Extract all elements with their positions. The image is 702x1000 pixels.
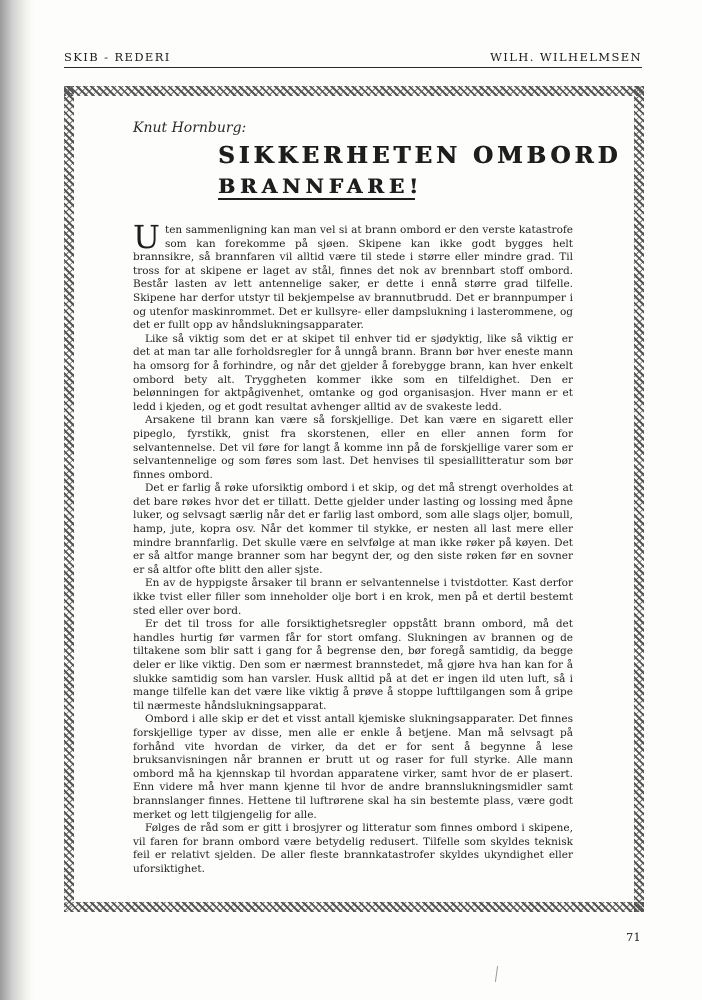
article-title: SIKKERHETEN OMBORD xyxy=(218,142,622,169)
paragraph: Det er farlig å røke uforsiktig ombord i et skip, og det må strengt overholdes at det bare røkes hvor det er tillatt. Dette gjelder under lasting og lossing med åpne luker, og selvsagt særlig når det er farlig last ombord, som alle slags oljer, bomull, hamp, jute, kopra osv. Når det kommer til stykke, er nesten all last mere eller mindre brannfarlig. Det skulle være en selvfølge at man ikke røker på køyen. Det er så altfor mange branner som har begynt der, og den siste røken før en sovner er så altfor ofte blitt den aller sjste. xyxy=(133,482,573,576)
pencil-mark xyxy=(495,966,498,982)
paragraph: Følges de råd som er gitt i brosjyrer og litteratur som finnes ombord i skipene, vil faren for brann ombord være betydelig redusert. Tilfelle som skyldes teknisk feil er relativt sjelden. De aller fleste brannkatastrofer skyldes ukyndighet eller uforsiktighet. xyxy=(133,822,573,875)
drop-cap: U xyxy=(133,218,160,256)
paragraph: En av de hyppigste årsaker til brann er selvantennelse i tvistdotter. Kast derfor ikke tvist eller filler som inneholder olje bort i en krok, men på et dertil bestemt sted eller over bord. xyxy=(133,577,573,617)
subtitle-underline xyxy=(218,198,415,200)
article-body xyxy=(133,218,573,877)
running-header xyxy=(64,50,642,68)
paragraph: Like så viktig som det er at skipet til enhver tid er sjødyktig, like så viktig er det at man tar alle forholdsregler for å unngå brann. Brann bør hver eneste mann ha omsorg for å forhindre, og når det gjelder å forebygge brann, kan hver enkelt ombord bety alt. Tryggheten kommer ikke som en tilfeldighet. Den er belønningen for aktpågivenhet, omtanke og god organisasjon. Hver mann er et ledd i kjeden, og et godt resultat avhenger alltid av de svakeste ledd. xyxy=(133,332,573,413)
page-number: 71 xyxy=(626,930,641,944)
article-subtitle: BRANNFARE! xyxy=(218,174,423,198)
paragraph xyxy=(133,218,573,333)
paragraph: Ombord i alle skip er det et visst antall kjemiske slukningsapparater. Det finnes forskjellige typer av disse, men alle er enkle å betjene. Man må selvsagt på forhånd vite hvordan de virker, da det er for sent å begynne å lese bruksanvisningen når brannen er brutt ut og raser for full styrke. Alle mann ombord må ha kjennskap til hvordan apparatene virker, samt hvor de er plasert. Enn videre må hver mann kjenne til hvor de andre brannslukningsmidler samt brannslanger finnes. Hettene til luftrørene skal ha sin bestemte plass, være godt merket og lett tilgjengelig for alle. xyxy=(133,713,573,821)
binding-gutter-shadow xyxy=(0,0,34,1000)
header-rule xyxy=(64,67,642,68)
running-head-right: WILH. WILHELMSEN xyxy=(490,50,642,64)
paragraph: Er det til tross for alle forsiktighetsregler oppstått brann ombord, må det handles hurtig før varmen får for stort omfang. Slukningen av brannen og de tiltakene som blir satt i gang for å begrense den, bør foregå samtidig, da begge deler er like viktig. Den som er nærmest brannstedet, må gjøre hva han kan for å slukke samtidig som han varsler. Husk alltid på at det er ingen ild uten luft, så i mange tilfelle kan det være like viktig å prøve å stoppe lufttilgangen som å gripe til nærmeste håndslukningsapparat. xyxy=(133,618,573,712)
author-byline: Knut Hornburg: xyxy=(133,120,247,136)
border-right xyxy=(634,86,644,912)
paragraph-text: ten sammenligning kan man vel si at brann ombord er den verste katastrofe som kan forekomme på sjøen. Skipene kan ikke godt bygges helt brannsikre, så brannfaren vil alltid være til stede i større eller mindre grad. Til tross for at skipene er laget av stål, finnes det nok av brennbart stoff ombord. Består lasten av lett antennelige saker, er dette i ennå større grad tilfelle. Skipene har derfor utstyr til bekjempelse av brannutbrudd. Det er brannpumper i og utenfor maskinrommet. Det er kullsyre- eller dampslukning i lasterommene, og det er fullt opp av håndslukningsapparater. xyxy=(133,224,573,332)
running-head-left: SKIB - REDERI xyxy=(64,50,171,64)
paragraph: Arsakene til brann kan være så forskjellige. Det kan være en sigarett eller pipeglo, fyrstikk, gnist fra skorstenen, eller en eller annen form for selvantennelse. Det vil føre for langt å komme inn på de forskjellige varer som er selvantennelige og som føres som last. Det henvises til spesiallitteratur som bør finnes ombord. xyxy=(133,414,573,481)
border-top xyxy=(64,86,644,96)
border-left xyxy=(64,86,74,912)
border-bottom xyxy=(64,902,644,912)
